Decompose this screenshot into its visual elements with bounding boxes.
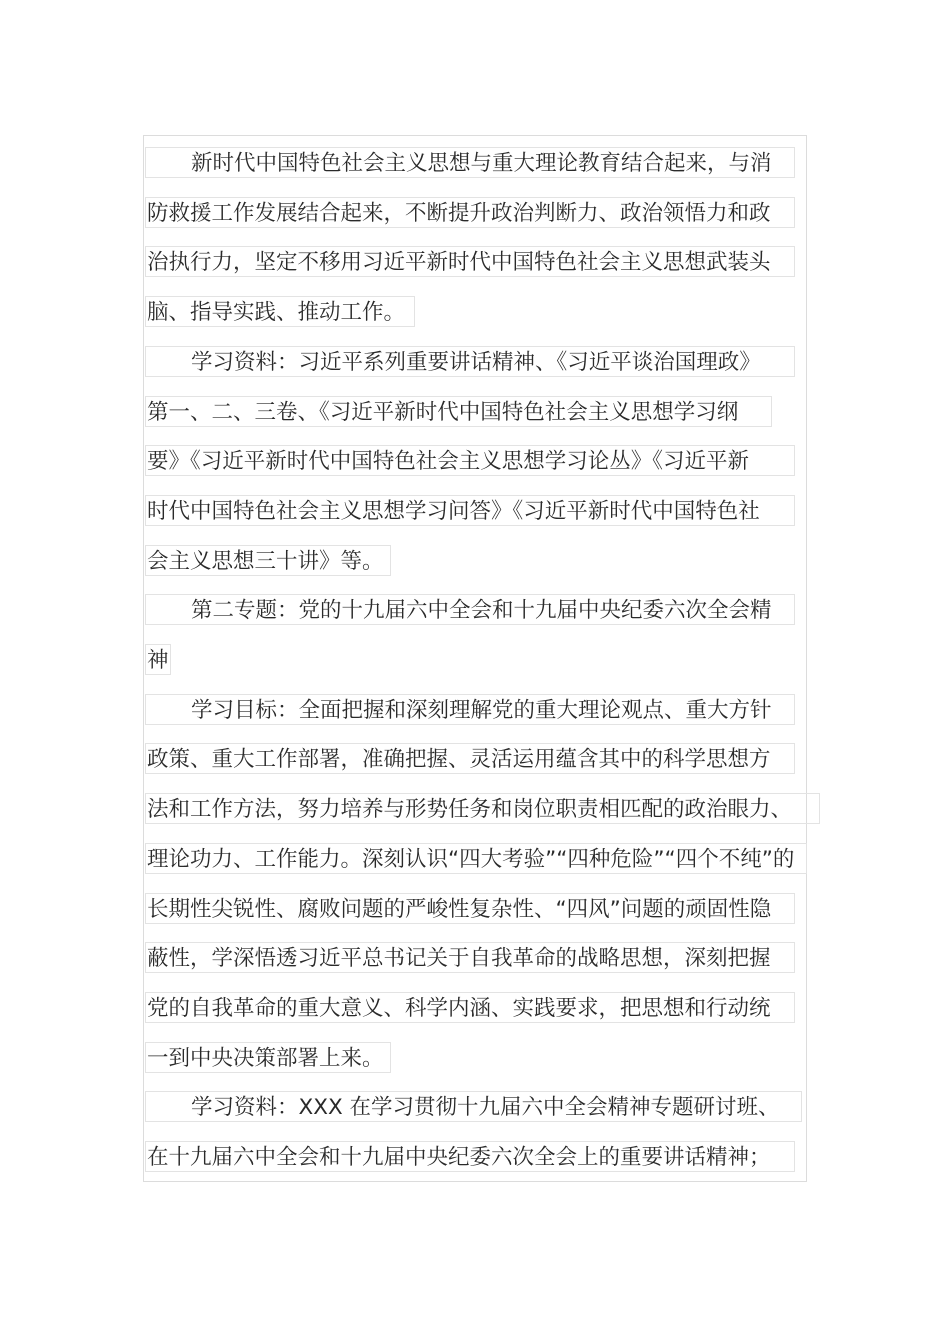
text-line: 神 <box>145 644 171 675</box>
text-line: 政策、重大工作部署，准确把握、灵活运用蕴含其中的科学思想方 <box>145 743 795 774</box>
text-line: 新时代中国特色社会主义思想与重大理论教育结合起来，与消 <box>145 147 795 178</box>
text-line: 学习资料：XXX 在学习贯彻十九届六中全会精神专题研讨班、 <box>145 1091 802 1122</box>
text-line: 党的自我革命的重大意义、科学内涵、实践要求，把思想和行动统 <box>145 992 795 1023</box>
text-line: 理论功力、工作能力。深刻认识“四大考验”“四种危险”“四个不纯”的 <box>145 843 807 874</box>
document-page <box>143 135 807 1182</box>
text-line: 脑、指导实践、推动工作。 <box>145 296 415 327</box>
text-line: 防救援工作发展结合起来，不断提升政治判断力、政治领悟力和政 <box>145 197 795 228</box>
text-line: 要》《习近平新时代中国特色社会主义思想学习论丛》《习近平新 <box>145 445 795 476</box>
text-line: 治执行力，坚定不移用习近平新时代中国特色社会主义思想武装头 <box>145 246 795 277</box>
text-line: 学习目标：全面把握和深刻理解党的重大理论观点、重大方针 <box>145 694 795 725</box>
text-line: 在十九届六中全会和十九届中央纪委六次全会上的重要讲话精神； <box>145 1141 795 1172</box>
text-line: 第一、二、三卷、《习近平新时代中国特色社会主义思想学习纲 <box>145 396 772 427</box>
text-line: 一到中央决策部署上来。 <box>145 1042 391 1073</box>
text-line: 时代中国特色社会主义思想学习问答》《习近平新时代中国特色社 <box>145 495 795 526</box>
text-line: 蔽性，学深悟透习近平总书记关于自我革命的战略思想，深刻把握 <box>145 942 795 973</box>
text-line: 第二专题：党的十九届六中全会和十九届中央纪委六次全会精 <box>145 594 795 625</box>
text-line: 法和工作方法，努力培养与形势任务和岗位职责相匹配的政治眼力、 <box>145 793 820 824</box>
text-line: 会主义思想三十讲》等。 <box>145 545 391 576</box>
text-line: 长期性尖锐性、腐败问题的严峻性复杂性、“四风”问题的顽固性隐 <box>145 893 795 924</box>
text-line: 学习资料：习近平系列重要讲话精神、《习近平谈治国理政》 <box>145 346 795 377</box>
